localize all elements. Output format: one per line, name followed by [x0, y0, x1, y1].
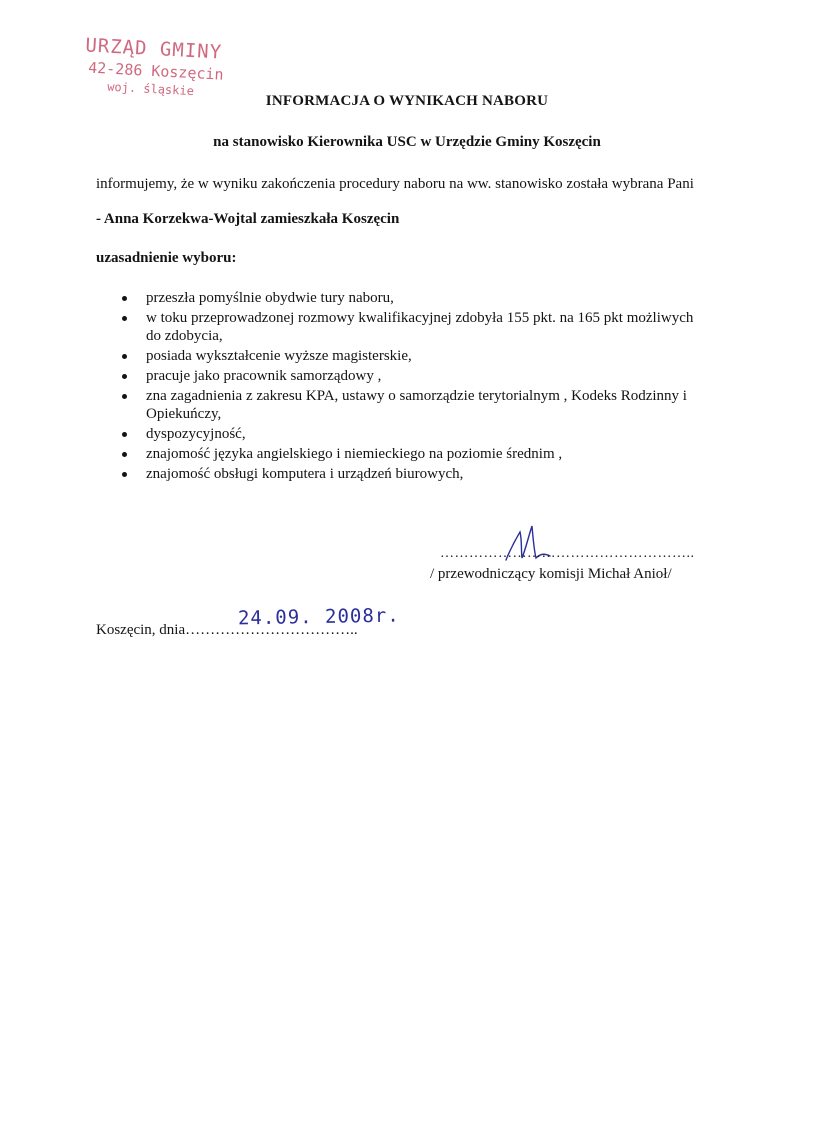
- list-item: w toku przeprowadzonej rozmowy kwalifikacyjnej zdobyła 155 pkt. na 165 pkt możliwych do zdobycia,: [118, 309, 698, 345]
- office-stamp: [78, 34, 238, 99]
- intro-paragraph: informujemy, że w wyniku zakończenia procedury naboru na ww. stanowisko została wybrana Pani: [96, 176, 694, 192]
- list-item: dyspozycyjność,: [118, 425, 698, 443]
- justification-heading: uzasadnienie wyboru:: [96, 250, 237, 266]
- signature-caption: / przewodniczący komisji Michał Anioł/: [430, 566, 672, 582]
- document-title: INFORMACJA O WYNIKACH NABORU: [265, 93, 549, 109]
- list-item: znajomość języka angielskiego i niemieckiego na poziomie średnim ,: [118, 445, 698, 463]
- selected-candidate: - Anna Korzekwa-Wojtal zamieszkała Koszęcin: [96, 211, 400, 227]
- stamp-line-3: woj. śląskie: [106, 79, 195, 99]
- list-item: pracuje jako pracownik samorządowy ,: [118, 367, 698, 385]
- stamp-line-1: URZĄD GMINY: [84, 34, 223, 64]
- document-subtitle: na stanowisko Kierownika USC w Urzędzie Gminy Koszęcin: [213, 134, 601, 150]
- signature-line: ……………………………………………..: [440, 546, 695, 561]
- list-item: posiada wykształcenie wyższe magisterskie,: [118, 347, 698, 365]
- reasons-list: [118, 289, 698, 485]
- list-item: przeszła pomyślnie obydwie tury naboru,: [118, 289, 698, 307]
- stamp-line-2: 42-286 Koszęcin: [87, 58, 225, 84]
- date-label: Koszęcin, dnia……………………………..: [96, 622, 358, 638]
- list-item: zna zagadnienia z zakresu KPA, ustawy o samorządzie terytorialnym , Kodeks Rodzinny i Opiekuńczy,: [118, 387, 698, 423]
- handwritten-date: 24.09. 2008r.: [237, 604, 400, 630]
- list-item: znajomość obsługi komputera i urządzeń biurowych,: [118, 465, 698, 483]
